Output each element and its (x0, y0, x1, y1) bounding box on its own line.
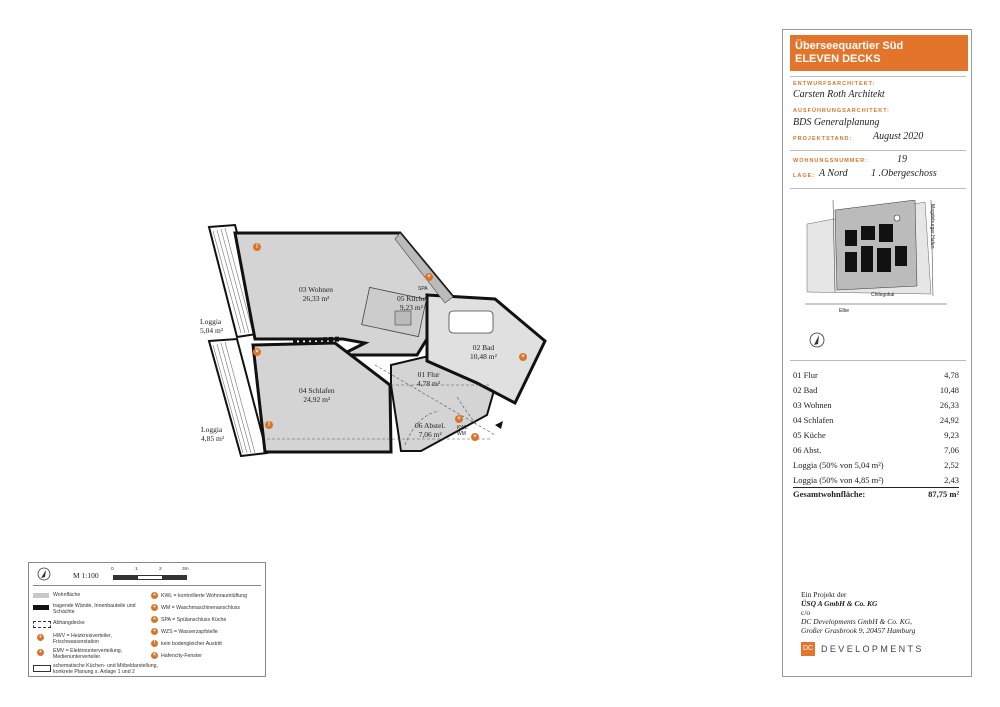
wm-icon: + (151, 604, 158, 611)
area-total-row (793, 489, 959, 500)
lage-label: LAGE: (793, 173, 816, 179)
legend-item-waende: tragende Wände, Innenbauteile und Schächte (53, 603, 136, 616)
room-label-wohnen: 03 Wohnen 26,33 m² (299, 285, 334, 303)
ausfuehrung-label: AUSFÜHRUNGSARCHITEKT: (793, 108, 890, 114)
hafencity-window-icon: × (151, 652, 158, 659)
north-arrow-icon (809, 332, 825, 348)
site-map-drawing (805, 200, 947, 318)
area-row: Loggia (50% von 5,04 m²) 2,52 (793, 460, 959, 470)
wall-swatch (33, 605, 49, 610)
projektstand-value: August 2020 (873, 131, 924, 142)
scale-label: M 1:100 (73, 571, 99, 580)
hwv-icon: + (37, 634, 44, 641)
map-label-elbe: Elbe (839, 308, 850, 314)
area-row: 01 Flur 4,78 (793, 370, 959, 380)
total-value: 87,75 m² (928, 489, 959, 499)
footer-line: DC Developments GmbH & Co. KG, (801, 617, 913, 626)
footer-address: Großer Grasbrook 9, 20457 Hamburg (801, 626, 916, 635)
info-marker-icon: ! (265, 421, 273, 429)
legend-item-kwl: KWL = kontrollierte Wohnraumlüftung (161, 593, 248, 599)
title-block (782, 29, 972, 677)
spa-label: SPA (418, 286, 428, 292)
project-name: Überseequartier Süd (795, 40, 904, 52)
room-label-flur: 01 Flur 4,78 m² (417, 370, 441, 388)
dc-logo-icon: DC (801, 642, 815, 656)
legend-item-austritt: kein bodengleicher Austritt (161, 641, 222, 647)
legend-item-wzs: WZS = Wasserzapfstelle (161, 629, 218, 635)
bathtub (449, 311, 493, 333)
footer-line: Ein Projekt der (801, 590, 847, 599)
area-row: 03 Wohnen 26,33 (793, 400, 959, 410)
room-label-kueche: 05 Küche 9,23 m² (397, 294, 426, 312)
total-label: Gesamtwohnfläche: (793, 489, 866, 499)
area-row: 06 Abst. 7,06 (793, 445, 959, 455)
room-label-bad: 02 Bad 10,48 m² (470, 343, 497, 361)
plan-legend (28, 562, 266, 677)
emv-icon: + (37, 649, 44, 656)
site-map (805, 200, 947, 318)
legend-item-moebel: schematische Küchen- und Möbeldarstellung, konkrete Planung s. Anlage 1 und 2 (53, 663, 158, 676)
scale-bar (113, 575, 187, 580)
map-label-chilegokai: Chilegokai (871, 292, 895, 298)
hafencity-window-marker-icon: × (253, 348, 261, 356)
project-subtitle: ELEVEN DECKS (795, 53, 881, 65)
legend-item-hafencity: Hafencity-Fenster (161, 653, 202, 659)
scale-tick-1: 1 (135, 567, 138, 572)
legend-item-hwv: HWV = Heizkreisverteiler, Frischwasserstation (53, 633, 112, 646)
footer-line: c/o (801, 608, 811, 617)
room-label-schlafen: 04 Schlafen 24,92 m² (299, 386, 335, 404)
entwurf-label: ENTWURFSARCHITEKT: (793, 81, 876, 87)
dc-logo-text: DEVELOPMENTS (821, 644, 924, 654)
room-label-abstell: 06 Abstel. 7,06 m² (415, 421, 446, 439)
floor-plan-drawing (195, 215, 555, 465)
kitchen-sink (395, 311, 411, 325)
scale-tick-2: 2 (159, 567, 162, 572)
entwurf-value: Carsten Roth Architekt (793, 89, 885, 100)
wohnungsnummer-value: 19 (897, 154, 907, 165)
wm-label: WM (457, 431, 466, 437)
kwl-icon: + (151, 592, 158, 599)
footer-company: ÜSQ A GmbH & Co. KG (801, 599, 878, 608)
scale-tick-0: 0 (111, 567, 114, 572)
furniture-swatch (33, 665, 51, 672)
area-row: Loggia (50% von 4,85 m²) 2,43 (793, 475, 959, 485)
area-row: 02 Bad 10,48 (793, 385, 959, 395)
legend-item-spa: SPA = Spülanschluss Küche (161, 617, 227, 623)
north-window-marker (495, 421, 503, 429)
wohnungsnummer-label: WOHNUNGSNUMMER: (793, 158, 868, 164)
map-label-hafen: Magdeburger Hafen (929, 204, 935, 249)
loggia-lower-label: Loggia 4,85 m² (201, 425, 225, 443)
lage-floor: 1 .Obergeschoss (871, 168, 937, 179)
lage-value: A Nord (819, 168, 848, 179)
ausfuehrung-value: BDS Generalplanung (793, 117, 880, 128)
spa-marker-icon: + (425, 273, 433, 281)
no-level-exit-icon: ! (151, 640, 158, 647)
spa-icon: + (151, 616, 158, 623)
north-arrow-icon (37, 567, 51, 581)
wzs-icon: + (151, 628, 158, 635)
wzs-marker-icon: + (519, 353, 527, 361)
legend-item-abhangdecke: Abhangdecke (53, 620, 85, 626)
wm-marker-icon: + (471, 433, 479, 441)
area-row: 04 Schlafen 24,92 (793, 415, 959, 425)
legend-item-wohnflaeche: Wohnfläche (53, 592, 81, 598)
legend-item-emv: EMV = Elektrounterverteilung, Medienunterverteiler (53, 648, 123, 661)
project-header (790, 35, 968, 71)
legend-item-wm: WM = Waschmaschinenanschluss (161, 605, 240, 611)
info-marker-icon: ! (253, 243, 261, 251)
floor-area-swatch (33, 593, 49, 598)
floor-plan (195, 215, 555, 465)
kwl-marker-icon: + (455, 415, 463, 423)
projektstand-label: PROJEKTSTAND: (793, 136, 853, 142)
loggia-upper-label: Loggia 5,04 m² (200, 317, 224, 335)
kwl-label: KWL (457, 425, 468, 431)
suspended-ceiling-swatch (33, 621, 51, 628)
area-row: 05 Küche 9,23 (793, 430, 959, 440)
scale-tick-3: 3m (182, 567, 189, 572)
